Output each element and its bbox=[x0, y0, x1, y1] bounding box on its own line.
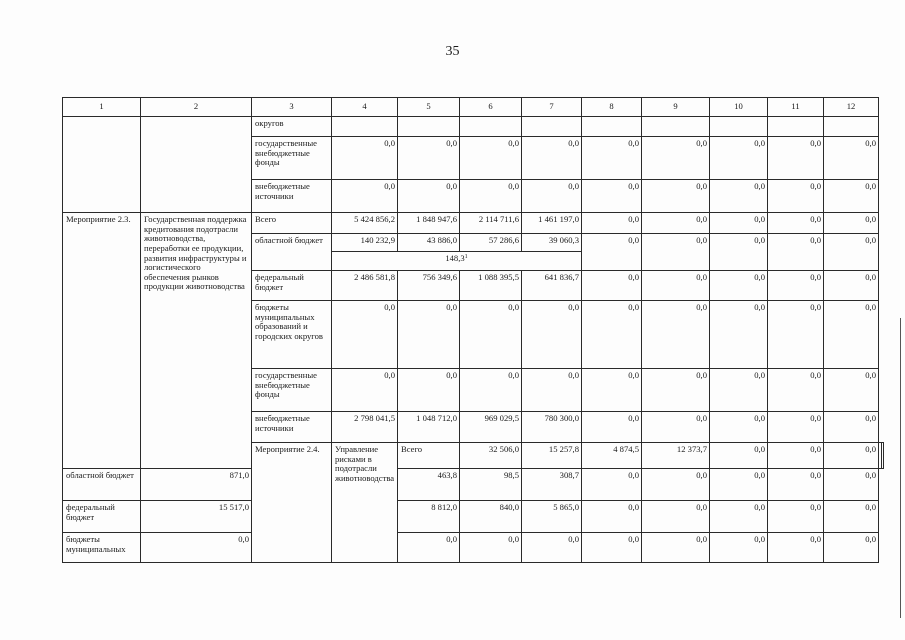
funding-source: Всего bbox=[398, 443, 460, 469]
value-cell: 0,0 bbox=[824, 234, 879, 271]
page-number: 35 bbox=[445, 44, 460, 59]
table-row bbox=[63, 213, 884, 234]
value-cell: 5 865,0 bbox=[522, 501, 582, 533]
value-cell: 98,5 bbox=[460, 469, 522, 501]
value-cell: 0,0 bbox=[522, 180, 582, 213]
funding-source: Всего bbox=[252, 213, 332, 234]
header-row bbox=[63, 98, 884, 117]
value-cell: 0,0 bbox=[460, 369, 522, 412]
name-cell bbox=[141, 117, 252, 213]
value-cell: 0,0 bbox=[824, 469, 879, 501]
value-cell: 0,0 bbox=[710, 501, 768, 533]
funding-source: округов bbox=[252, 117, 332, 137]
value-cell: 0,0 bbox=[710, 234, 768, 271]
value-cell: 0,0 bbox=[642, 213, 710, 234]
funding-source: федеральный бюджет bbox=[63, 501, 141, 533]
value-cell: 0,0 bbox=[642, 412, 710, 443]
funding-source: бюджеты муниципальных bbox=[63, 533, 141, 563]
value-cell: 0,0 bbox=[642, 469, 710, 501]
event-name: Государственная поддержка кредитования подотрасли животноводства, переработки ее продукции, развития инфраструктуры и логистического обеспечения рынков продукции животноводства bbox=[141, 213, 252, 469]
column-header: 2 bbox=[141, 98, 252, 117]
value-cell: 0,0 bbox=[768, 412, 824, 443]
column-header: 9 bbox=[642, 98, 710, 117]
value-cell: 0,0 bbox=[824, 301, 879, 369]
funding-source: внебюджетные источники bbox=[252, 180, 332, 213]
value-cell: 0,0 bbox=[710, 180, 768, 213]
value-cell: 463,8 bbox=[398, 469, 460, 501]
column-header: 10 bbox=[710, 98, 768, 117]
value-cell: 0,0 bbox=[824, 443, 879, 469]
value-cell: 0,0 bbox=[710, 301, 768, 369]
event-label: Мероприятие 2.4. bbox=[252, 443, 332, 563]
value-cell: 2 486 581,8 bbox=[332, 271, 398, 301]
column-header: 11 bbox=[768, 98, 824, 117]
funding-source: бюджеты муниципальных образований и городских округов bbox=[252, 301, 332, 369]
value-cell: 756 349,6 bbox=[398, 271, 460, 301]
table-row bbox=[63, 117, 884, 137]
funding-source: федеральный бюджет bbox=[252, 271, 332, 301]
value-cell: 0,0 bbox=[768, 213, 824, 234]
value-cell: 8 812,0 bbox=[398, 501, 460, 533]
value-cell: 0,0 bbox=[460, 301, 522, 369]
value-cell: 0,0 bbox=[642, 369, 710, 412]
value-cell: 0,0 bbox=[824, 369, 879, 412]
value-cell: 2 798 041,5 bbox=[332, 412, 398, 443]
value-cell: 0,0 bbox=[141, 533, 252, 563]
funding-source: государственные внебюджетные фонды bbox=[252, 369, 332, 412]
value-cell: 780 300,0 bbox=[522, 412, 582, 443]
value-cell: 0,0 bbox=[768, 301, 824, 369]
value-cell: 308,7 bbox=[522, 469, 582, 501]
value-cell: 0,0 bbox=[768, 137, 824, 180]
value-cell: 12 373,7 bbox=[642, 443, 710, 469]
value-cell: 0,0 bbox=[582, 533, 642, 563]
value-cell: 0,0 bbox=[332, 137, 398, 180]
value-cell: 0,0 bbox=[332, 301, 398, 369]
value-cell: 0,0 bbox=[824, 412, 879, 443]
value-cell: 0,0 bbox=[582, 501, 642, 533]
value-cell: 0,0 bbox=[710, 412, 768, 443]
value-cell: 0,0 bbox=[522, 369, 582, 412]
value-cell: 15 517,0 bbox=[141, 501, 252, 533]
value-cell: 0,0 bbox=[824, 501, 879, 533]
value-cell: 0,0 bbox=[522, 137, 582, 180]
value-cell: 0,0 bbox=[710, 443, 768, 469]
value-cell: 0,0 bbox=[582, 213, 642, 234]
value-cell: 0,0 bbox=[710, 137, 768, 180]
column-header: 4 bbox=[332, 98, 398, 117]
value-cell: 1 461 197,0 bbox=[522, 213, 582, 234]
value-cell: 0,0 bbox=[768, 533, 824, 563]
value-cell: 0,0 bbox=[642, 301, 710, 369]
value-cell: 0,0 bbox=[710, 369, 768, 412]
footnote-marker: 1 bbox=[464, 254, 468, 260]
value-cell: 0,0 bbox=[398, 369, 460, 412]
page-edge-line bbox=[900, 318, 901, 618]
value-cell: 5 424 856,2 bbox=[332, 213, 398, 234]
value-cell: 0,0 bbox=[824, 271, 879, 301]
value-cell: 57 286,6 bbox=[460, 234, 522, 252]
table-row bbox=[63, 533, 884, 563]
value-cell: 0,0 bbox=[768, 180, 824, 213]
value-cell: 641 836,7 bbox=[522, 271, 582, 301]
value-cell: 0,0 bbox=[768, 469, 824, 501]
value-cell: 43 886,0 bbox=[398, 234, 460, 252]
value-cell: 0,0 bbox=[642, 234, 710, 271]
value-cell: 0,0 bbox=[642, 271, 710, 301]
value-cell: 0,0 bbox=[642, 180, 710, 213]
value-cell: 0,0 bbox=[768, 234, 824, 271]
value-cell: 0,0 bbox=[710, 469, 768, 501]
value-cell: 0,0 bbox=[398, 180, 460, 213]
column-header: 3 bbox=[252, 98, 332, 117]
value-cell: 0,0 bbox=[582, 180, 642, 213]
value-cell: 0,0 bbox=[642, 501, 710, 533]
event-label: Мероприятие 2.3. bbox=[63, 213, 141, 469]
value-cell: 0,0 bbox=[460, 137, 522, 180]
value-cell: 969 029,5 bbox=[460, 412, 522, 443]
value-cell: 4 874,5 bbox=[582, 443, 642, 469]
funding-source: государственные внебюджетные фонды bbox=[252, 137, 332, 180]
value-cell: 0,0 bbox=[824, 180, 879, 213]
value-cell: 0,0 bbox=[582, 301, 642, 369]
value-cell: 0,0 bbox=[398, 301, 460, 369]
column-header: 6 bbox=[460, 98, 522, 117]
column-header: 1 bbox=[63, 98, 141, 117]
value-cell: 0,0 bbox=[824, 213, 879, 234]
value-cell: 0,0 bbox=[768, 369, 824, 412]
value-cell: 0,0 bbox=[332, 369, 398, 412]
value-cell: 32 506,0 bbox=[460, 443, 522, 469]
value-cell: 0,0 bbox=[824, 533, 879, 563]
value-cell: 0,0 bbox=[332, 180, 398, 213]
value-cell: 0,0 bbox=[710, 213, 768, 234]
value-cell: 1 048 712,0 bbox=[398, 412, 460, 443]
value-cell: 0,0 bbox=[710, 533, 768, 563]
value-cell: 0,0 bbox=[522, 301, 582, 369]
value-cell: 1 088 395,5 bbox=[460, 271, 522, 301]
value-cell: 0,0 bbox=[398, 533, 460, 563]
value-cell: 0,0 bbox=[582, 137, 642, 180]
table-row bbox=[63, 501, 884, 533]
value-cell: 0,0 bbox=[824, 137, 879, 180]
column-header: 7 bbox=[522, 98, 582, 117]
value-cell: 0,0 bbox=[768, 501, 824, 533]
value-cell: 0,0 bbox=[582, 469, 642, 501]
value-cell: 140 232,9 bbox=[332, 234, 398, 252]
value-cell: 15 257,8 bbox=[522, 443, 582, 469]
value-cell: 0,0 bbox=[460, 533, 522, 563]
value-cell: 0,0 bbox=[768, 443, 824, 469]
event-name: Управление рисками в подотрасли животноводства bbox=[332, 443, 398, 563]
value-cell: 0,0 bbox=[768, 271, 824, 301]
value-cell: 0,0 bbox=[460, 180, 522, 213]
value-cell: 1 848 947,6 bbox=[398, 213, 460, 234]
funding-source: областной бюджет bbox=[63, 469, 141, 501]
value-cell: 0,0 bbox=[710, 271, 768, 301]
value-cell: 39 060,3 bbox=[522, 234, 582, 252]
table-row bbox=[63, 469, 884, 501]
value-cell: 2 114 711,6 bbox=[460, 213, 522, 234]
column-header: 12 bbox=[824, 98, 879, 117]
value-cell: 0,0 bbox=[398, 137, 460, 180]
footnote-value-cell bbox=[332, 252, 582, 271]
funding-source: внебюджетные источники bbox=[252, 412, 332, 443]
value-cell: 871,0 bbox=[141, 469, 252, 501]
footnote-value: 148,3 bbox=[445, 253, 465, 263]
event-cell bbox=[63, 117, 141, 213]
value-cell bbox=[881, 443, 884, 469]
value-cell: 0,0 bbox=[582, 369, 642, 412]
value-cell: 0,0 bbox=[582, 234, 642, 271]
value-cell: 0,0 bbox=[522, 533, 582, 563]
budget-table bbox=[62, 97, 884, 563]
column-header: 8 bbox=[582, 98, 642, 117]
value-cell: 0,0 bbox=[582, 271, 642, 301]
value-cell: 0,0 bbox=[642, 533, 710, 563]
funding-source: областной бюджет bbox=[252, 234, 332, 271]
value-cell: 0,0 bbox=[582, 412, 642, 443]
value-cell: 840,0 bbox=[460, 501, 522, 533]
column-header: 5 bbox=[398, 98, 460, 117]
value-cell: 0,0 bbox=[642, 137, 710, 180]
